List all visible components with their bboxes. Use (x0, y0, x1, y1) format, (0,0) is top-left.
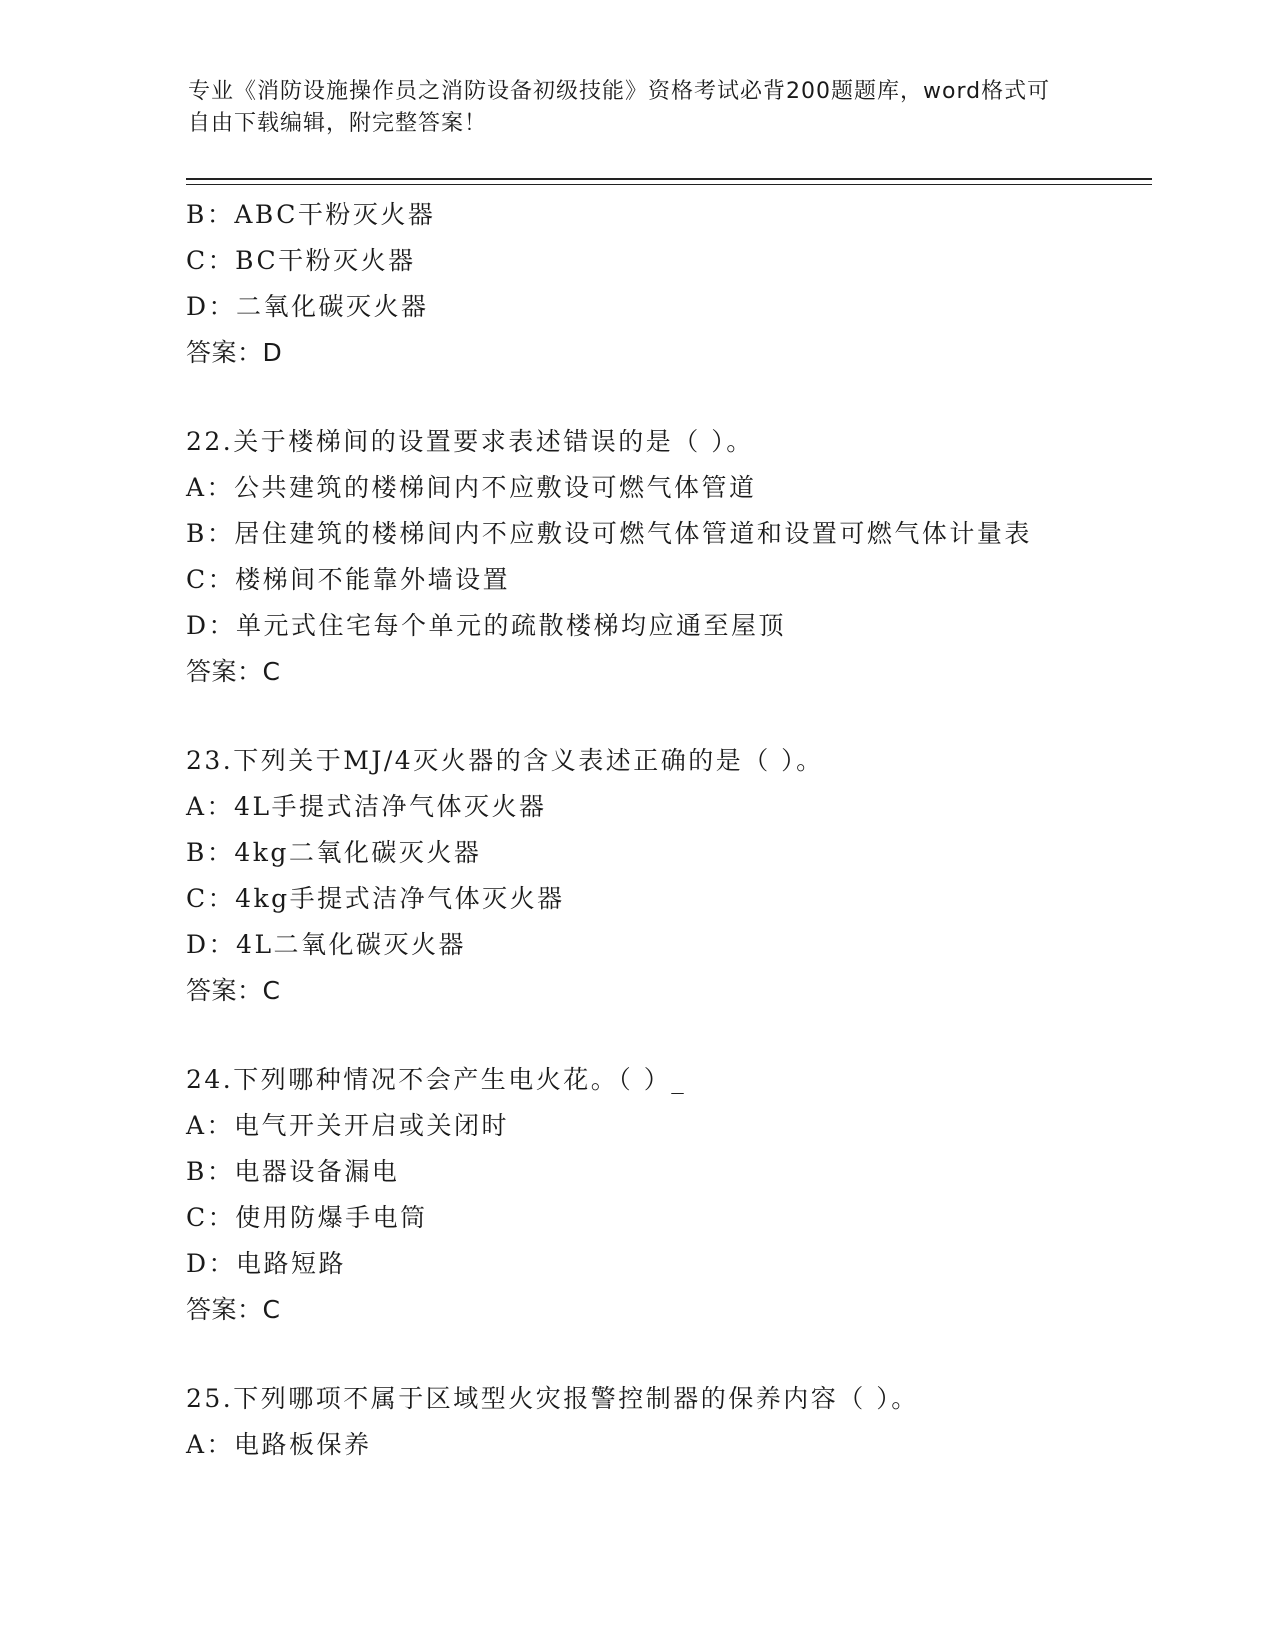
spacer (186, 695, 1186, 738)
answer: 答案：D (186, 338, 283, 367)
option-a: A：4L手提式洁净气体灭火器 (186, 792, 547, 821)
option-c: C：BC干粉灭火器 (186, 246, 416, 275)
option-a: A：电路板保养 (186, 1430, 372, 1459)
question-stem: 25.下列哪项不属于区域型火灾报警控制器的保养内容（ ）。 (186, 1384, 919, 1413)
option-d: D：单元式住宅每个单元的疏散楼梯均应通至屋顶 (186, 611, 787, 640)
spacer (186, 1014, 1186, 1057)
question-stem: 23.下列关于MJ/4灭火器的含义表述正确的是（ ）。 (186, 746, 824, 775)
option-c: C：楼梯间不能靠外墙设置 (186, 565, 511, 594)
question-25 (186, 1376, 1186, 1468)
answer: 答案：C (186, 657, 281, 686)
option-b: B：ABC干粉灭火器 (186, 200, 436, 229)
option-d: D：4L二氧化碳灭火器 (186, 930, 467, 959)
question-24 (186, 1057, 1186, 1333)
option-b: B：电器设备漏电 (186, 1157, 400, 1186)
spacer (186, 1333, 1186, 1376)
question-stem: 22.关于楼梯间的设置要求表述错误的是（ ）。 (186, 427, 754, 456)
question-stem: 24.下列哪种情况不会产生电火花。（ ）_ (186, 1065, 687, 1094)
question-list (186, 192, 1186, 1468)
option-b: B：4kg二氧化碳灭火器 (186, 838, 482, 867)
answer: 答案：C (186, 976, 281, 1005)
document-title: 专业《消防设施操作员之消防设备初级技能》资格考试必背200题题库，word格式可自由下载编辑，附完整答案！ (188, 79, 1051, 136)
page-header (188, 76, 1068, 140)
option-d: D：电路短路 (186, 1249, 347, 1278)
answer: 答案：C (186, 1295, 281, 1324)
option-a: A：公共建筑的楼梯间内不应敷设可燃气体管道 (186, 473, 757, 502)
option-d: D：二氧化碳灭火器 (186, 292, 429, 321)
question-23 (186, 738, 1186, 1014)
option-c: C：使用防爆手电筒 (186, 1203, 428, 1232)
option-c: C：4kg手提式洁净气体灭火器 (186, 884, 565, 913)
header-divider (186, 178, 1152, 185)
spacer (186, 376, 1186, 419)
option-a: A：电气开关开启或关闭时 (186, 1111, 510, 1140)
option-b: B：居住建筑的楼梯间内不应敷设可燃气体管道和设置可燃气体计量表 (186, 519, 1032, 548)
question-21-continued (186, 192, 1186, 376)
question-22 (186, 419, 1186, 695)
